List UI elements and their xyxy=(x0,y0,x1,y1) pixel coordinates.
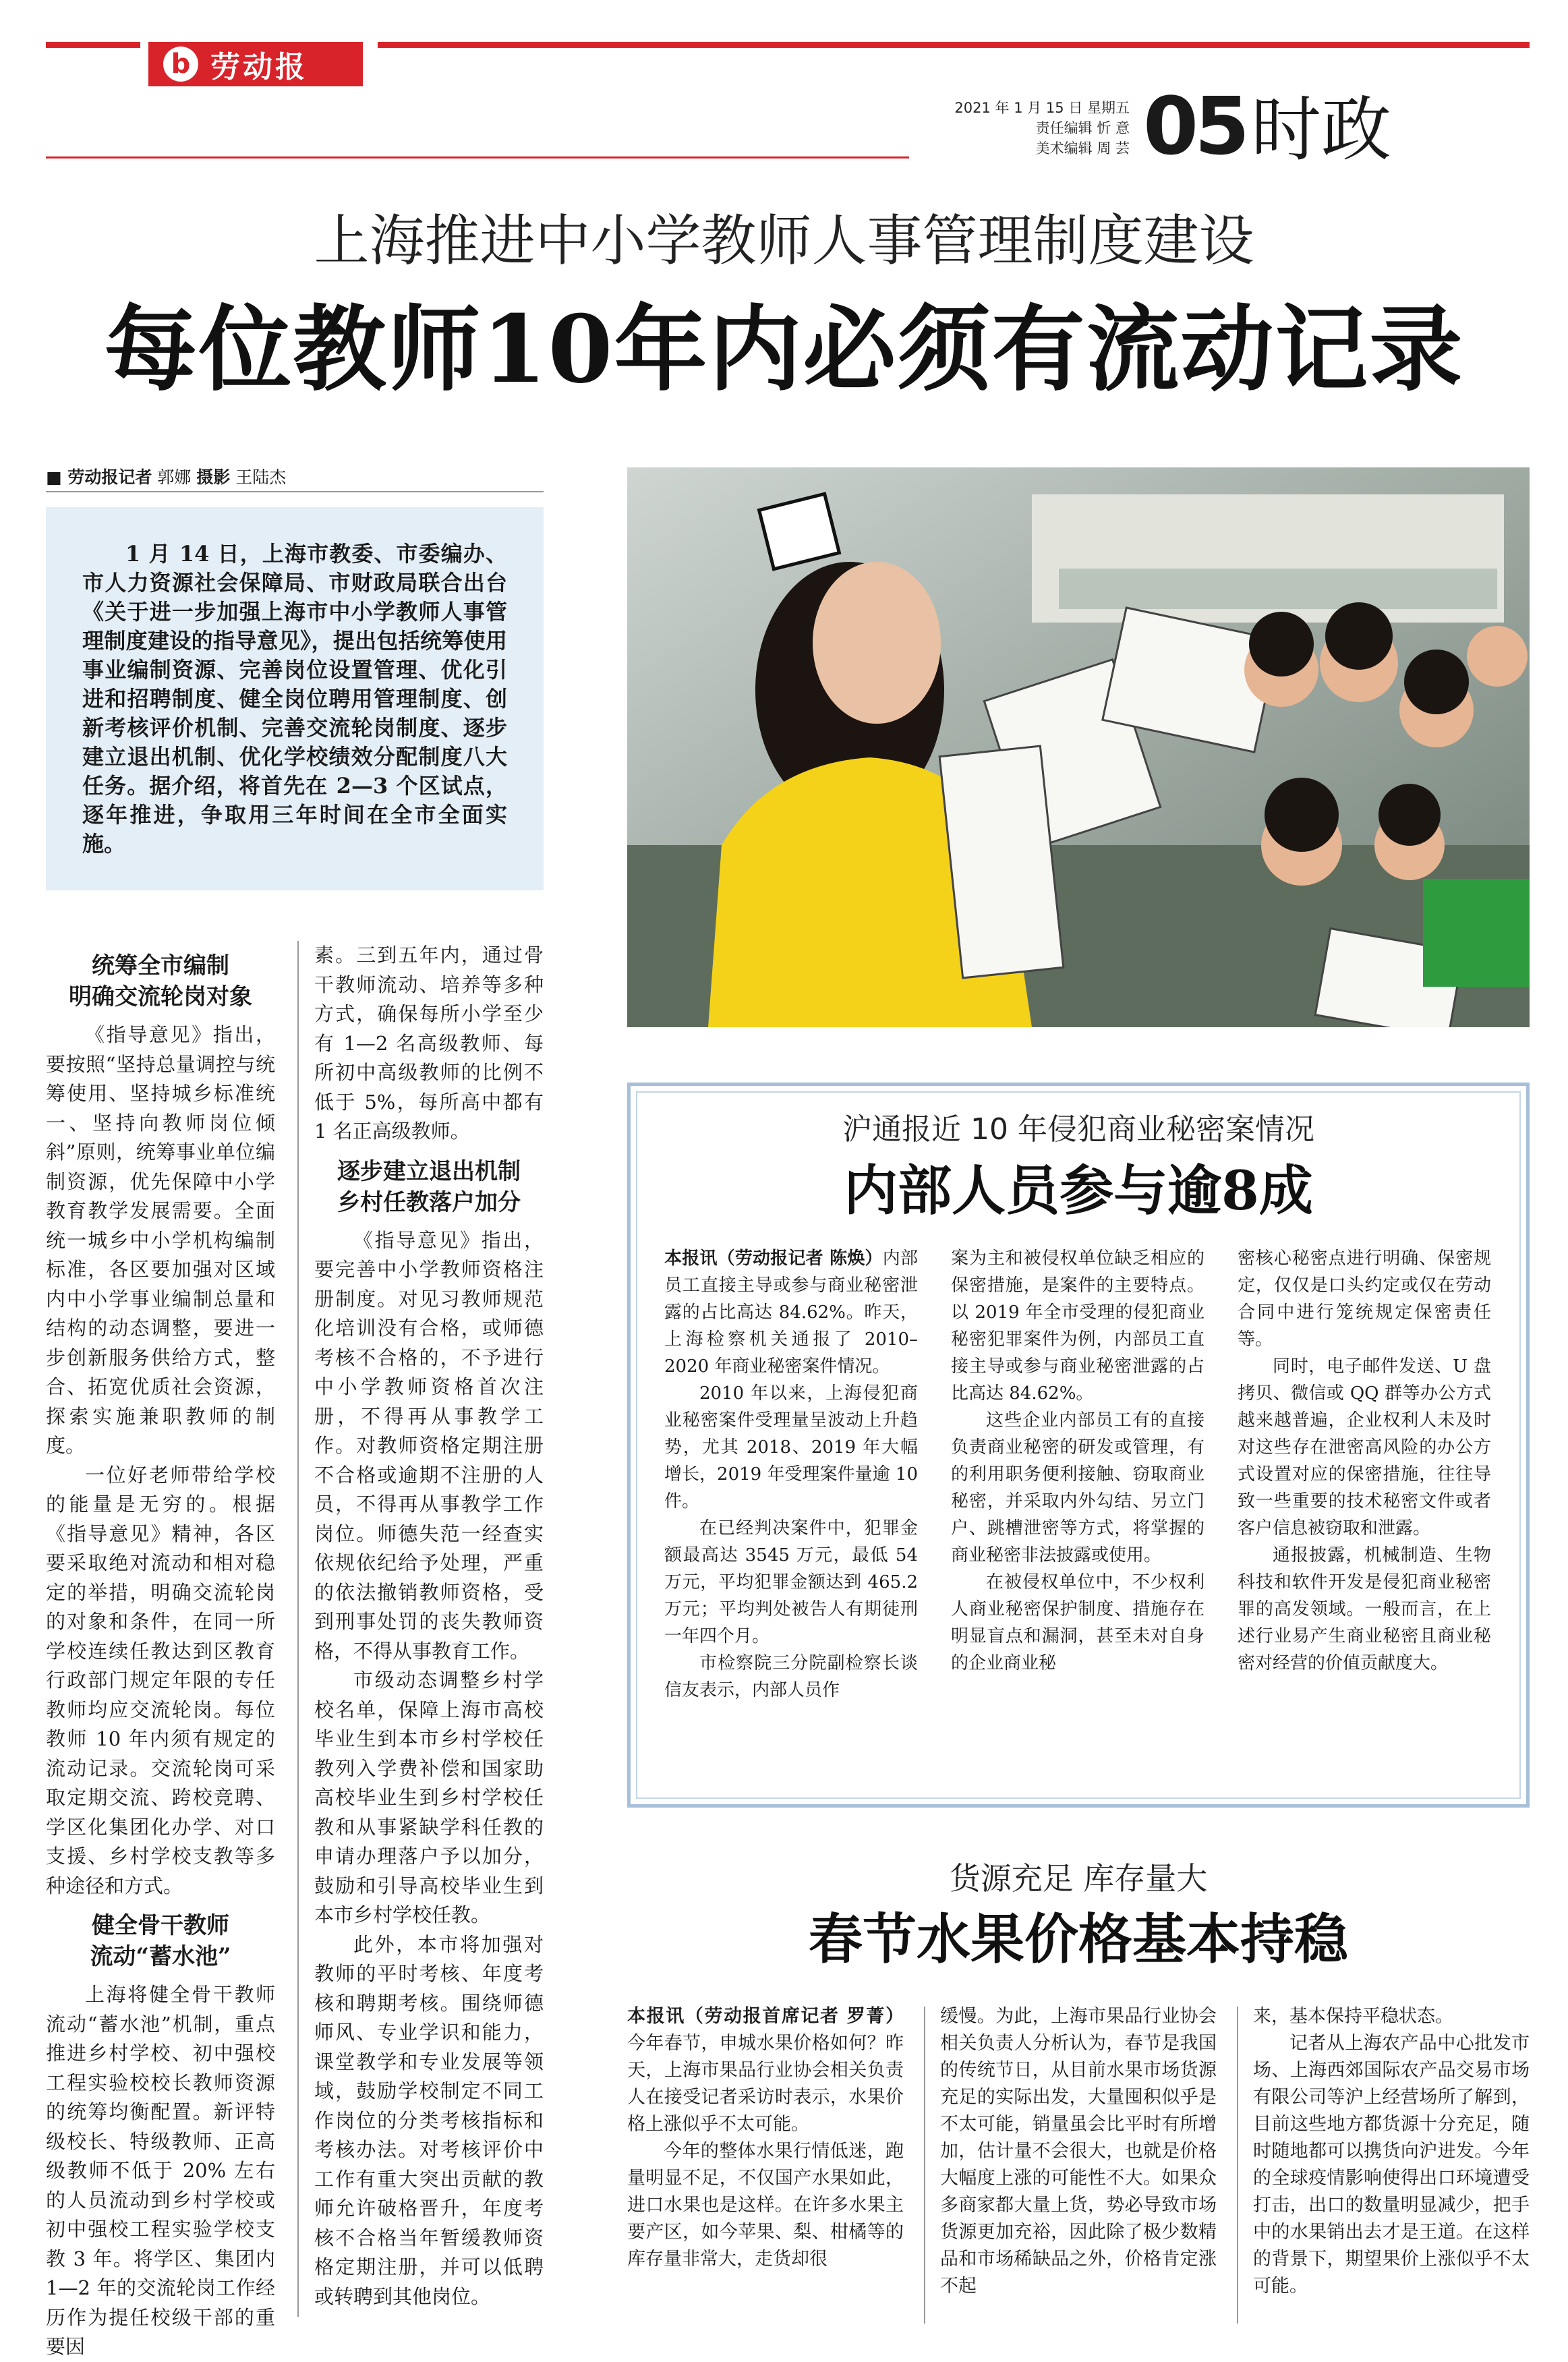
box-para: 在已经判决案件中，犯罪金额最高达 3545 万元，最低 54 万元，平均犯罪金额达到 465.2 万元；平均判处被告人有期徒刑一年四个月。 xyxy=(664,1518,918,1646)
fruit-col-1 xyxy=(627,2003,904,2273)
main-para: 一位好老师带给学校的能量是无穷的。根据《指导意见》精神，各区要采取绝对流动和相对稳定的举措，明确交流轮岗的对象和条件，在同一所学校连续任教达到区教育行政部门规定年限的专任教师均应交流轮岗。每位教师 10 年内须有规定的流动记录。交流轮岗可采取定期交流、跨校竞聘、学区化集团化办学、对口支援、乡村学校支教等多种途径和方式。 xyxy=(46,1463,275,1897)
subhead-1-text: 统筹全市编制 明确交流轮岗对象 xyxy=(69,952,252,1010)
box-byline: 本报讯（劳动报记者 陈焕） xyxy=(664,1248,883,1269)
box-para: 密核心秘密点进行明确、保密规定，仅仅是口头约定或仅在劳动合同中进行笼统规定保密责任等。 xyxy=(1238,1248,1491,1350)
byline-photo-label: 摄影 xyxy=(196,467,231,487)
lead-paragraph: 1 月 14 日，上海市教委、市委编办、市人力资源社会保障局、市财政局联合出台《关于进一步加强上海市中小学教师人事管理制度建设的指导意见》，提出包括统筹使用事业编制资源、完善岗位设置管理、优化引进和招聘制度、健全岗位聘用管理制度、创新考核评价机制、完善交流轮岗制度、逐步建立退出机制、优化学校绩效分配制度八大任务。据介绍，将首先在 2—3 个区试点，逐年推进，争取用三年时间在全市全面实施。 xyxy=(82,541,507,857)
logo-icon: b xyxy=(163,47,198,82)
byline-photographer: 王陆杰 xyxy=(235,467,287,487)
fruit-kicker: 货源充足 库存量大 xyxy=(949,1860,1208,1897)
top-rule-left xyxy=(46,42,140,48)
byline-label: ■ 劳动报记者 xyxy=(46,467,152,487)
header-rule xyxy=(46,156,909,159)
page-number: 05 xyxy=(1143,80,1246,173)
box-col-1 xyxy=(664,1245,918,1704)
box-col-2 xyxy=(951,1245,1204,1677)
main-para: 此外，本市将加强对教师的平时考核、年度考核和聘期考核。围绕师德师风、专业学识和能力，课堂教学和专业发展等领域，鼓励学校制定不同工作岗位的分类考核指标和考核办法。对考核评价中工作有重大突出贡献的教师允许破格晋升，年度考核不合格当年暂缓教师资格定期注册，并可以低聘或转聘到其他岗位。 xyxy=(314,1932,544,2308)
subhead-3-text: 逐步建立退出机制 乡村任教落户加分 xyxy=(337,1157,521,1216)
box-para: 同时，电子邮件发送、U 盘拷贝、微信或 QQ 群等办公方式越来越普遍，企业权利人未及时对这些存在泄密高风险的办公方式设置对应的保密措施，往往导致一些重要的技术秘密文件或者客户信息被窃取和泄露。 xyxy=(1238,1356,1491,1538)
box-col-3 xyxy=(1238,1245,1491,1677)
header-meta xyxy=(917,98,1130,159)
photo-illustration xyxy=(627,467,1530,1027)
main-para: 《指导意见》指出，要完善中小学教师资格注册制度。对见习教师规范化培训没有合格，或师德考核不合格的，不予进行中小学教师资格首次注册，不得再从事教学工作。对教师资格定期注册不合格或逾期不注册的人员，不得再从事教学工作岗位。师德失范一经查实依规依纪给予处理，严重的依法撤销教师资格，受到刑事处罚的丧失教师资格，不得从事教育工作。 xyxy=(314,1228,544,1663)
fruit-divider-2 xyxy=(1237,2007,1238,2324)
subhead-3 xyxy=(314,1156,544,1218)
masthead-logo xyxy=(148,42,363,86)
classroom-photo xyxy=(627,467,1530,1027)
fruit-para xyxy=(627,2003,904,2138)
main-kicker: 上海推进中小学教师人事管理制度建设 xyxy=(314,209,1254,273)
paper-name: 劳动报 xyxy=(210,50,308,84)
fruit-para: 今年的整体水果行情低迷，跑量明显不足，不仅国产水果如此，进口水果也是这样。在许多水果主要产区，如今苹果、梨、柑橘等的库存量非常大，走货却很 xyxy=(627,2141,904,2270)
fruit-para: 来，基本保持平稳状态。 xyxy=(1253,2006,1453,2027)
fruit-col-3 xyxy=(1253,2003,1530,2300)
subhead-2 xyxy=(46,1910,275,1972)
column-divider xyxy=(297,941,299,2317)
fruit-para-text: 今年春节，申城水果价格如何？昨天，上海市果品行业协会相关负责人在接受记者采访时表示，水果价格上涨似乎不太可能。 xyxy=(627,2033,904,2135)
main-para: 《指导意见》指出，要按照“坚持总量调控与统筹使用、坚持城乡标准统一、坚持向教师岗位倾斜”原则，统筹事业单位编制资源，优先保障中小学教育教学发展需要。全面统一城乡中小学机构编制标准，各区要加强对区域内中小学事业编制总量和结构的动态调整，要进一步创新服务供给方式，整合、拓宽优质社会资源，探索实施兼职教师的制度。 xyxy=(46,1023,275,1457)
date-line: 2021 年 1 月 15 日 星期五 xyxy=(954,100,1130,116)
fruit-col-2 xyxy=(940,2003,1217,2300)
main-para: 素。三到五年内，通过骨干教师流动、培养等多种方式，确保每所小学至少有 1—2 名高级教师、每所初中高级教师的比例不低于 5%，每所高中都有 1 名正高级教师。 xyxy=(314,944,544,1143)
fruit-divider-1 xyxy=(924,2007,925,2324)
box-para: 市检察院三分院副检察长谈信友表示，内部人员作 xyxy=(664,1653,918,1700)
byline-rule xyxy=(46,491,544,492)
editor-line: 责任编辑 忻 意 xyxy=(1035,120,1130,136)
box-kicker: 沪通报近 10 年侵犯商业秘密案情况 xyxy=(842,1112,1314,1147)
box-headline: 内部人员参与逾8成 xyxy=(844,1159,1313,1222)
section-name: 时政 xyxy=(1251,88,1392,171)
main-headline: 每位教师10年内必须有流动记录 xyxy=(104,294,1464,404)
subhead-1 xyxy=(46,950,275,1012)
main-para: 市级动态调整乡村学校名单，保障上海市高校毕业生到本市乡村学校任教列入学费补偿和国家助高校毕业生到乡村学校任教和从事紧缺学科任教的申请办理落户予以加分，鼓励和引导高校毕业生到本市乡村学校任教。 xyxy=(314,1669,544,1926)
top-rule-right xyxy=(378,42,1530,48)
main-col-2 xyxy=(314,941,544,2311)
box-para: 通报披露，机械制造、生物科技和软件开发是侵犯商业秘密罪的高发领域。一般而言，在上述行业易产生商业秘密且商业秘密对经营的价值贡献度大。 xyxy=(1238,1545,1491,1673)
box-para: 在被侵权单位中，不少权利人商业秘密保护制度、措施存在明显盲点和漏洞，甚至未对自身的企业商业秘 xyxy=(951,1572,1204,1673)
byline xyxy=(46,464,585,488)
box-para-text: 内部员工直接主导或参与商业秘密泄露的占比高达 84.62%。昨天，上海检察机关通报了 2010–2020 年商业秘密案件情况。 xyxy=(664,1248,918,1377)
subhead-2-text: 健全骨干教师 流动“蓄水池” xyxy=(90,1912,231,1970)
fruit-para: 缓慢。为此，上海市果品行业协会相关负责人分析认为，春节是我国的传统节日，从目前水果市场货源充足的实际出发，大量囤积似乎是不太可能，销量虽会比平时有所增加，估计量不会很大，也就是价格大幅度上涨的可能性不大。如果众多商家都大量上货，势必导致市场货源更加充裕，因此除了极少数精品和市场稀缺品之外，价格肯定涨不起 xyxy=(940,2006,1217,2297)
fruit-headline: 春节水果价格基本持稳 xyxy=(809,1907,1348,1971)
art-editor-line: 美术编辑 周 芸 xyxy=(1035,140,1130,156)
box-para xyxy=(664,1245,918,1380)
box-para: 这些企业内部员工有的直接负责商业秘密的研发或管理，有的利用职务便利接触、窃取商业秘密，并采取内外勾结、另立门户、跳槽泄密等方式，将掌握的商业秘密非法披露或使用。 xyxy=(951,1410,1204,1565)
lead-paragraph-box xyxy=(46,507,544,890)
fruit-byline: 本报讯（劳动报首席记者 罗菁） xyxy=(627,2006,904,2027)
fruit-para: 记者从上海农产品中心批发市场、上海西郊国际农产品交易市场有限公司等沪上经营场所了解到，目前这些地方都货源十分充足，随时随地都可以携货向沪进发。今年的全球疫情影响使得出口环境遭受打击，出口的数量明显减少，把手中的水果销出去才是王道。在这样的背景下，期望果价上涨似乎不太可能。 xyxy=(1253,2033,1530,2297)
box-para: 2010 年以来，上海侵犯商业秘密案件受理量呈波动上升趋势，尤其 2018、2019 年大幅增长，2019 年受理案件量逾 10 件。 xyxy=(664,1383,918,1511)
main-para: 上海将健全骨干教师流动“蓄水池”机制，重点推进乡村学校、初中强校工程实验校校长教师资源的统筹均衡配置。新评特级校长、特级教师、正高级教师不低于 20% 左右的人员流动到乡村学校或初中强校工程实验学校支教 3 年。将学区、集团内 1—2 年的交流轮岗工作经历作为提任校级干部的重要因 xyxy=(46,1983,275,2358)
main-col-1 xyxy=(46,941,275,2362)
byline-reporter: 郭娜 xyxy=(157,467,192,487)
box-para: 案为主和被侵权单位缺乏相应的保密措施，是案件的主要特点。以 2019 年全市受理的侵犯商业秘密犯罪案件为例，内部员工直接主导或参与商业秘密泄露的占比高达 84.62%。 xyxy=(951,1248,1204,1404)
